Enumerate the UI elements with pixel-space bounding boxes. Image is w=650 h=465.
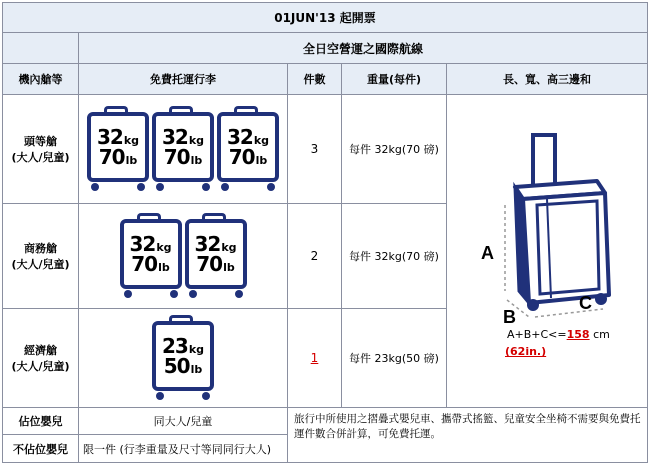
- first-class-pieces-value: 3: [310, 142, 319, 156]
- business-class-pieces: [287, 203, 342, 309]
- row-infant-seat-label: [2, 407, 79, 435]
- first-class-pieces: [287, 94, 342, 204]
- bag-kg: 32: [226, 125, 253, 149]
- bag-lb-unit: lb: [158, 261, 170, 274]
- suitcase-dimensions-diagram: [447, 95, 647, 407]
- bag-lb-unit: lb: [190, 154, 203, 167]
- infant-noseat-value: [78, 434, 288, 463]
- row-first-class-label: [2, 94, 79, 204]
- suitcase-icon: [185, 213, 247, 299]
- col-header-free-baggage-label: 免費托運行李: [150, 73, 216, 86]
- dimension-label-c: C: [579, 293, 592, 313]
- first-class-bags: [78, 94, 288, 204]
- route-title-text: 全日空營運之國際航線: [302, 41, 423, 56]
- bag-lb-unit: lb: [223, 261, 235, 274]
- inches-value: (62in.): [505, 345, 547, 358]
- economy-class-bags: [78, 308, 288, 408]
- bag-kg: 32: [194, 232, 221, 256]
- economy-class-sub: (大人/兒童): [11, 360, 70, 373]
- first-class-weight-value: 每件 32kg(70 磅): [349, 143, 439, 156]
- bag-kg-unit: kg: [253, 134, 270, 147]
- economy-class-weight-value: 每件 23kg(50 磅): [349, 352, 439, 365]
- infant-noseat-label-text: 不佔位嬰兒: [13, 442, 68, 456]
- business-class-weight: [341, 203, 447, 309]
- economy-class-pieces-value: 1: [310, 351, 319, 365]
- formula-unit: cm: [593, 328, 610, 341]
- row-economy-class-label: [2, 308, 79, 408]
- business-class-name: 商務艙: [24, 242, 57, 255]
- bag-kg-unit: kg: [123, 134, 140, 147]
- bag-kg: 23: [161, 334, 188, 358]
- col-header-weight: [341, 63, 447, 95]
- first-class-weight: [341, 94, 447, 204]
- blank-left-header: [2, 32, 79, 64]
- economy-class-pieces: [287, 308, 342, 408]
- infant-noseat-value-text: 限一件 (行李重量及尺寸等同同行大人): [83, 442, 272, 456]
- business-class-weight-value: 每件 32kg(70 磅): [349, 250, 439, 263]
- bag-kg-unit: kg: [156, 241, 172, 254]
- stroller-note: [287, 407, 648, 463]
- bag-kg: 32: [161, 125, 188, 149]
- suitcase-icon: [217, 106, 279, 192]
- col-header-weight-label: 重量(每件): [366, 73, 422, 86]
- business-class-bags: [78, 203, 288, 309]
- col-header-free-baggage: [78, 63, 288, 95]
- row-infant-noseat-label: [2, 434, 79, 463]
- bag-kg: 32: [129, 232, 156, 256]
- bag-lb: 70: [196, 252, 223, 276]
- bag-kg-unit: kg: [188, 343, 205, 356]
- bag-lb: 50: [163, 354, 190, 378]
- suitcase-icon: [152, 315, 214, 401]
- dimension-label-a: A: [481, 243, 494, 263]
- bag-lb-unit: lb: [125, 154, 138, 167]
- dimensions-diagram-cell: [446, 94, 648, 408]
- col-header-pieces: [287, 63, 342, 95]
- col-header-pieces-label: 件數: [303, 73, 326, 86]
- col-header-cabin-label: 機內艙等: [18, 73, 63, 86]
- bag-lb: 70: [131, 252, 158, 276]
- first-class-name: 頭等艙: [24, 135, 57, 148]
- suitcase-icon: [120, 213, 182, 299]
- bag-lb: 70: [228, 145, 255, 169]
- infant-seat-value: [78, 407, 288, 435]
- business-class-sub: (大人/兒童): [11, 258, 70, 271]
- bag-lb: 70: [98, 145, 125, 169]
- infant-seat-label-text: 佔位嬰兒: [18, 415, 63, 428]
- title-text: 01JUN'13 起開票: [274, 11, 376, 25]
- formula-value: 158: [566, 328, 590, 341]
- economy-class-name: 經濟艙: [24, 344, 57, 357]
- stroller-note-text: 旅行中所使用之摺疊式嬰兒車、攜帶式搖籃、兒童安全坐椅不需要與免費托運件數合併計算，可免費托運。: [294, 413, 641, 440]
- bag-lb-unit: lb: [190, 363, 203, 376]
- bag-kg: 32: [96, 125, 123, 149]
- dimensions-formula: [507, 328, 610, 341]
- col-header-dimensions-label: 長、寬、高三邊和: [503, 73, 591, 86]
- bag-lb-unit: lb: [255, 154, 268, 167]
- dimension-label-b: B: [503, 307, 516, 327]
- route-title: [78, 32, 648, 64]
- economy-class-weight: [341, 308, 447, 408]
- business-class-pieces-value: 2: [310, 249, 319, 263]
- suitcase-icon: [87, 106, 149, 192]
- bag-lb: 70: [163, 145, 190, 169]
- col-header-dimensions: [446, 63, 648, 95]
- formula-prefix: A+B+C<=: [507, 328, 567, 341]
- table-title: [2, 2, 648, 33]
- bag-kg-unit: kg: [188, 134, 205, 147]
- suitcase-icon: [152, 106, 214, 192]
- dimensions-inches: [505, 345, 546, 358]
- bag-kg-unit: kg: [221, 241, 237, 254]
- infant-seat-value-text: 同大人/兒童: [153, 415, 213, 428]
- col-header-cabin: [2, 63, 79, 95]
- row-business-class-label: [2, 203, 79, 309]
- first-class-sub: (大人/兒童): [11, 151, 70, 164]
